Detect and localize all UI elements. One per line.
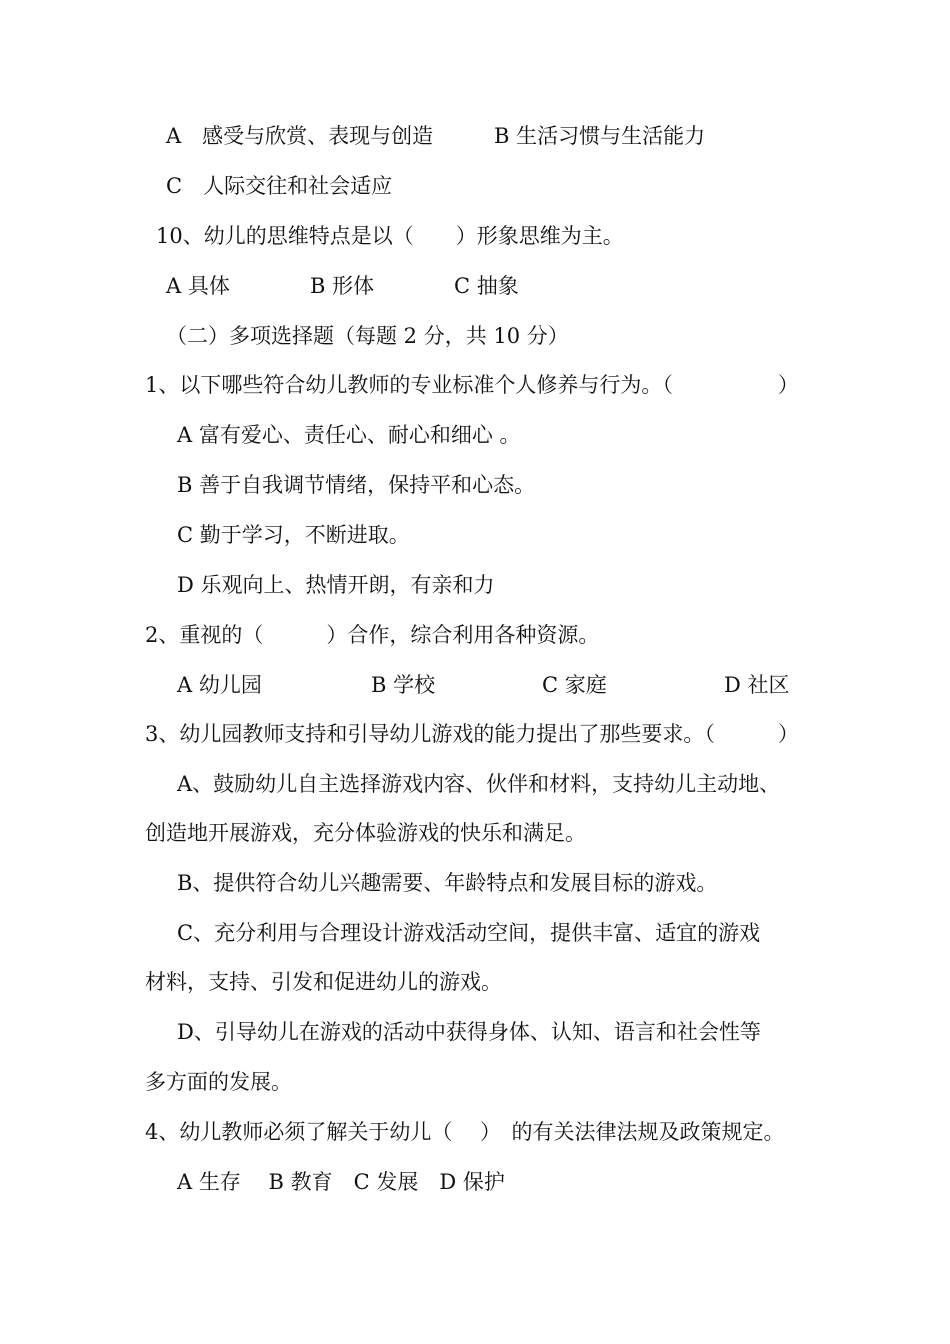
q10-option-c: C 抽象	[454, 274, 519, 298]
mq1-option-c: C 勤于学习，不断进取。	[177, 523, 410, 547]
mq1-stem: 1、以下哪些符合幼儿教师的专业标准个人修养与行为。（ ）	[145, 373, 799, 397]
mq2-option-c: C 家庭	[542, 673, 607, 697]
mq3-stem: 3、幼儿园教师支持和引导幼儿游戏的能力提出了那些要求。（ ）	[145, 722, 799, 746]
section-title: （二）多项选择题（每题 2 分，共 10 分）	[166, 324, 569, 348]
mq2-stem: 2、重视的（ ）合作，综合利用各种资源。	[145, 623, 600, 647]
mq2-option-a: A 幼儿园	[177, 673, 262, 697]
q10-option-a: A 具体	[166, 274, 230, 298]
mq3-option-c-line2: 材料，支持、引发和促进幼儿的游戏。	[145, 970, 502, 994]
mq1-option-d: D 乐观向上、热情开朗，有亲和力	[177, 573, 495, 597]
mq3-option-a-line2: 创造地开展游戏，充分体验游戏的快乐和满足。	[145, 821, 586, 845]
mq1-option-a: A 富有爱心、责任心、耐心和细心 。	[177, 423, 521, 447]
mq2-option-b: B 学校	[371, 673, 436, 697]
q10-option-b: B 形体	[310, 274, 375, 298]
mq3-option-c-line1: C、充分利用与合理设计游戏活动空间，提供丰富、适宜的游戏	[177, 921, 761, 945]
q10-stem: 10、幼儿的思维特点是以（ ）形象思维为主。	[156, 224, 624, 248]
q9-option-c: C 人际交往和社会适应	[166, 174, 393, 198]
mq3-option-d-line1: D、引导幼儿在游戏的活动中获得身体、认知、语言和社会性等	[177, 1020, 761, 1044]
mq3-option-a-line1: A、鼓励幼儿自主选择游戏内容、伙伴和材料，支持幼儿主动地、	[177, 772, 781, 796]
mq2-option-d: D 社区	[724, 673, 790, 697]
mq1-option-b: B 善于自我调节情绪，保持平和心态。	[177, 473, 536, 497]
q9-option-a: A 感受与欣赏、表现与创造	[166, 124, 434, 148]
q9-option-b: B 生活习惯与生活能力	[494, 124, 706, 148]
mq4-options: A 生存 B 教育 C 发展 D 保护	[177, 1170, 505, 1194]
mq3-option-d-line2: 多方面的发展。	[145, 1070, 292, 1094]
mq4-stem: 4、幼儿教师必须了解关于幼儿（ ） 的有关法律法规及政策规定。	[145, 1120, 785, 1144]
mq3-option-b: B、提供符合幼儿兴趣需要、年龄特点和发展目标的游戏。	[177, 871, 718, 895]
